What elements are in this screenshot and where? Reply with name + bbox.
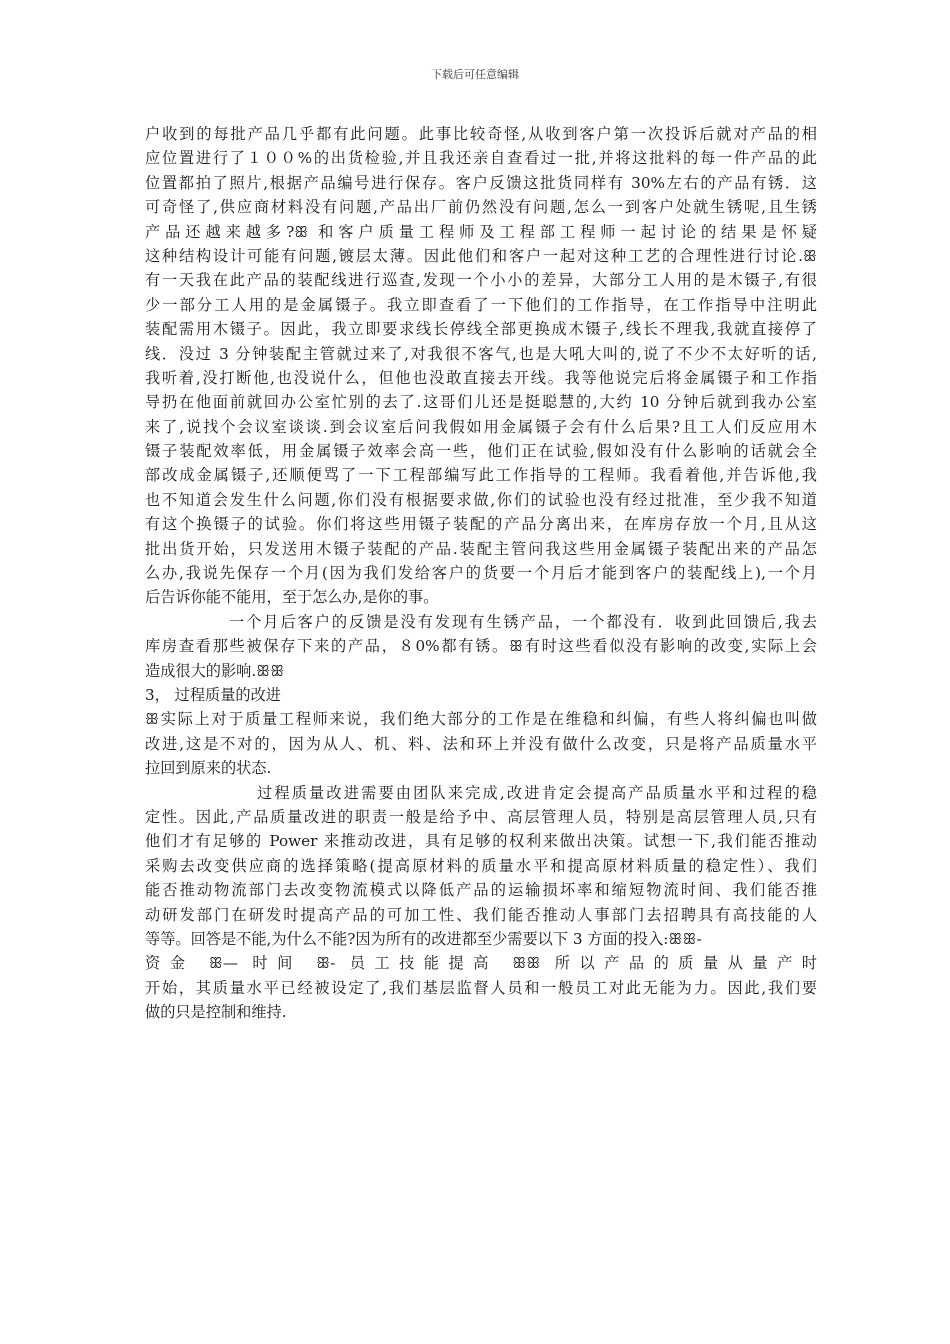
text-line: 后告诉你能不能用，至于怎么办,是你的事。: [145, 588, 439, 607]
text-line: 部改成金属镊子,还顺便骂了一下工程部编写此工作指导的工程师。我看着他,并告诉他,我: [145, 466, 817, 485]
text-line: 产品还越来越多?ꕥ 和客户质量工程师及工程部工程师一起讨论的结果是怀疑: [145, 222, 817, 241]
text-line: 资金 ꕥ— 时间 ꕥ- 员工技能提高 ꕥꕥ 所以产品的质量从量产时: [145, 954, 817, 973]
text-line: 定性。因此,产品质量改进的职责一般是给予中、高层管理人员，特别是高层管理人员,只有: [145, 807, 817, 826]
text-line: 采购去改变供应商的选择策略(提高原材料的质量水平和提高原材料质量的稳定性）、我们: [145, 856, 817, 875]
text-line: 等等。回答是不能,为什么不能?因为所有的改进都至少需要以下 3 方面的投入:ꕥꕥ-: [145, 929, 702, 948]
text-line: 3， 过程质量的改进: [145, 685, 281, 704]
text-line: 库房查看那些被保存下来的产品，８0%都有锈。ꕥ有时这些看似没有影响的改变,实际上会: [145, 637, 817, 656]
text-line: 装配需用木镊子。因此，我立即要求线长停线全部更换成木镊子,线长不理我,我就直接停了: [145, 320, 817, 339]
page-header: 下载后可任意编辑: [431, 68, 519, 81]
text-line: 镊子装配效率低，用金属镊子效率会高一些，他们正在试验,假如没有什么影响的话就会全: [145, 442, 817, 461]
text-line: 位置都拍了照片,根据产品编号进行保存。客户反馈这批货同样有 30%左右的产品有锈．这: [145, 173, 817, 192]
text-line: 造成很大的影响.ꕥꕥ: [145, 661, 285, 680]
text-line: 户收到的每批产品几乎都有此问题。此事比较奇怪,从收到客户第一次投诉后就对产品的相: [145, 125, 817, 143]
text-line: 能否推动物流部门去改变物流模式以降低产品的运输损坏率和缩短物流时间、我们能否推: [145, 881, 817, 900]
text-line: 动研发部门在研发时提高产品的可加工性、我们能否推动人事部门去招聘具有高技能的人: [145, 905, 817, 924]
text-line: 一个月后客户的反馈是没有发现有生锈产品，一个都没有．收到此回馈后,我去: [229, 612, 817, 631]
text-line: 么办,我说先保存一个月(因为我们发给客户的货要一个月后才能到客户的装配线上),一个月: [145, 564, 817, 583]
text-line: 也不知道会发生什么问题,你们没有根据要求做,你们的试验也没有经过批准，至少我不知道: [145, 490, 817, 509]
document-body: [145, 122, 817, 1024]
text-line: 批出货开始，只发送用木镊子装配的产品.装配主管问我这些用金属镊子装配出来的产品怎: [145, 539, 817, 558]
text-line: 应位置进行了１００%的出货检验,并且我还亲自查看过一批,并将这批料的每一件产品的此: [145, 149, 817, 168]
text-line: 开始，其质量水平已经被设定了,我们基层监督人员和一般员工对此无能为力。因此,我们要: [145, 978, 817, 997]
text-line: 少一部分工人用的是金属镊子。我立即查看了一下他们的工作指导，在工作指导中注明此: [145, 295, 817, 314]
text-line: 线．没过 3 分钟装配主管就过来了,对我很不客气,也是大吼大叫的,说了不少不太好听的话,: [145, 344, 817, 363]
text-line: 导扔在他面前就回办公室忙别的去了.这哥们儿还是挺聪慧的,大约 10 分钟后就到我办公室: [145, 393, 817, 412]
text-line: 拉回到原来的状态.: [145, 759, 272, 778]
text-line: 有一天我在此产品的装配线进行巡查,发现一个小小的差异，大部分工人用的是木镊子,有很: [145, 271, 817, 290]
text-line: 我听着,没打断他,也没说什么，但他也没敢直接去开线。我等他说完后将金属镊子和工作指: [145, 368, 817, 387]
text-line: 他们才有足够的 Power 来推动改进，具有足够的权利来做出决策。试想一下,我们能否推动: [145, 832, 817, 851]
text-line: 改进,这是不对的，因为从人、机、料、法和环上并没有做什么改变，只是将产品质量水平: [145, 734, 817, 753]
text-line: 可奇怪了,供应商材料没有问题,产品出厂前仍然没有问题,怎么一到客户处就生锈呢,且生锈: [145, 198, 817, 217]
text-line: 有这个换镊子的试验。你们将这些用镊子装配的产品分离出来，在库房存放一个月,且从这: [145, 515, 817, 534]
text-line: 过程质量改进需要由团队来完成,改进肯定会提高产品质量水平和过程的稳: [257, 783, 817, 802]
text-line: 做的只是控制和维持.: [145, 1003, 287, 1022]
text-line: 这种结构设计可能有问题,镀层太薄。因此他们和客户一起对这种工艺的合理性进行讨论.ꕥ: [145, 246, 817, 265]
text-line: ꕥ实际上对于质量工程师来说，我们绝大部分的工作是在维稳和纠偏，有些人将纠偏也叫做: [145, 710, 817, 729]
text-line: 来了,说找个会议室谈谈.到会议室后问我假如用金属镊子会有什么后果?且工人们反应用木: [145, 417, 817, 436]
